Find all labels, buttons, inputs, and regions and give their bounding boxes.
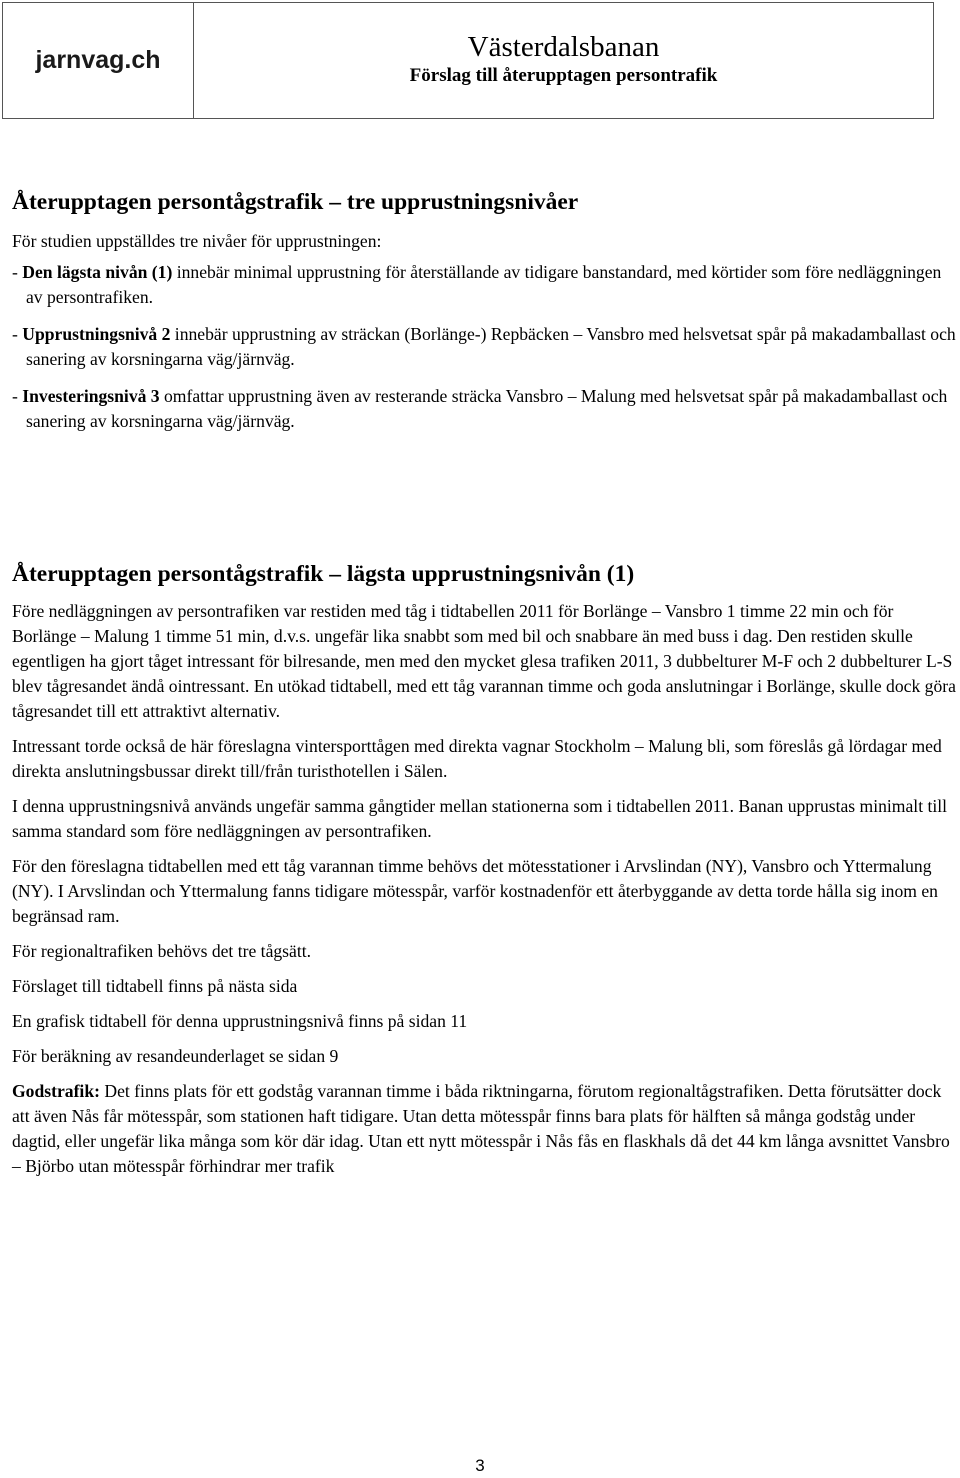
- section-heading: Återupptagen persontågstrafik – lägsta upprustningsnivån (1): [12, 561, 635, 587]
- paragraph-timetable-ref: Förslaget till tidtabell finns på nästa sida: [12, 976, 298, 996]
- paragraph-passing-stations: För den föreslagna tidtabellen med ett tåg varannan timme behövs det mötesstationer i Arvslindan (NY), Vansbro och Yttermalung (NY). I Arvslindan och Yttermalung fanns tidigare mötesspår, varför kostnadenför ett återbyggande av detta torde hålla sig inom en begränsad ram.: [12, 856, 938, 926]
- list-item-level-2: - Upprustningsnivå 2 innebär upprustning av sträckan (Borlänge-) Repbäcken – Vansbro med helsvetsat spår på makadamballast och sanering av korsningarna väg/järnväg.: [12, 324, 956, 369]
- page-header: [2, 2, 934, 119]
- list-item-level-3: - Investeringsnivå 3 omfattar upprustning även av resterande sträcka Vansbro – Malung med helsvetsat spår på makadamballast och sanering av korsningarna väg/järnväg.: [12, 386, 948, 431]
- paragraph-running-times: I denna upprustningsnivå används ungefär samma gångtider mellan stationerna som i tidtabellen 2011. Banan upprustas minimalt till samma standard som före nedläggningen av persontrafiken.: [12, 796, 948, 841]
- logo-text: jarnvag.ch: [35, 46, 161, 74]
- document-subtitle: Förslag till återupptagen persontrafik: [409, 65, 718, 86]
- list-item-lead: Den lägsta nivån (1): [22, 262, 173, 282]
- list-item-text: innebär minimal upprustning för återställande av tidigare banstandard, med körtider som före nedläggningen av persontrafiken.: [26, 262, 942, 307]
- paragraph-travel-time: Före nedläggningen av persontrafiken var restiden med tåg i tidtabellen 2011 för Borlänge – Vansbro 1 timme 22 min och för Borlänge – Malung 1 timme 51 min, d.v.s. ungefär lika snabbt som med bil och snabbare än med buss i dag. Den restiden skulle egentligen ha gjort tåget intressant för bilresande, men med den mycket glesa trafiken 2011, 3 dubbelturer M-F och 2 dubbelturer L-S blev tågresandet ändå ointressant. En utökad tidtabell, med ett tåg varannan timme och goda anslutningar i Borlänge, skulle dock göra tågresandet till ett attraktivt alternativ.: [12, 601, 956, 721]
- list-item-lead: Upprustningsnivå 2: [22, 324, 171, 344]
- section-intro: För studien uppställdes tre nivåer för upprustningen:: [12, 231, 382, 251]
- page-content: [12, 185, 956, 1189]
- site-logo: [3, 3, 194, 118]
- list-item-text: innebär upprustning av sträckan (Borlänge-) Repbäcken – Vansbro med helsvetsat spår på makadamballast och sanering av korsningarna väg/järnväg.: [26, 324, 956, 369]
- section-heading: Återupptagen persontågstrafik – tre upprustningsnivåer: [12, 189, 579, 215]
- list-item-level-1: - Den lägsta nivån (1) innebär minimal upprustning för återställande av tidigare banstandard, med körtider som före nedläggningen av persontrafiken.: [12, 262, 942, 307]
- paragraph-trainsets: För regionaltrafiken behövs det tre tågsätt.: [12, 941, 311, 961]
- header-title-block: [194, 3, 933, 118]
- list-item-text: omfattar upprustning även av resterande sträcka Vansbro – Malung med helsvetsat spår på makadamballast och sanering av korsningarna väg/järnväg.: [26, 386, 948, 431]
- paragraph-graphic-timetable-ref: En grafisk tidtabell för denna upprustningsnivå finns på sidan 11: [12, 1011, 468, 1031]
- freight-text: Det finns plats för ett godståg varannan timme i båda riktningarna, förutom regionaltågstrafiken. Detta förutsätter dock att även Nås får mötesspår, som stationen haft tidigare. Utan detta mötesspår finns bara plats för hälften så många godståg under dagtid, eller ungefär lika många som kör där idag. Utan ett nytt mötesspår i Nås fås en flaskhals då det 44 km långa avsnittet Vansbro – Björbo utan mötesspår förhindrar mer trafik: [12, 1081, 950, 1176]
- page-number: 3: [475, 1456, 485, 1475]
- paragraph-freight: [12, 1079, 956, 1179]
- paragraph-ridership-ref: För beräkning av resandeunderlaget se sidan 9: [12, 1046, 339, 1066]
- paragraph-winter-trains: Intressant torde också de här föreslagna vintersporttågen med direkta vagnar Stockholm – Malung bli, som föreslås gå lördagar med direkta anslutningsbussar direkt till/från turisthotellen i Sälen.: [12, 736, 942, 781]
- section-lowest-level: [12, 557, 956, 1179]
- list-item-lead: Investeringsnivå 3: [22, 386, 160, 406]
- section-upgrade-levels: [12, 185, 956, 434]
- document-title: Västerdalsbanan: [467, 31, 660, 63]
- freight-label: Godstrafik:: [12, 1081, 100, 1101]
